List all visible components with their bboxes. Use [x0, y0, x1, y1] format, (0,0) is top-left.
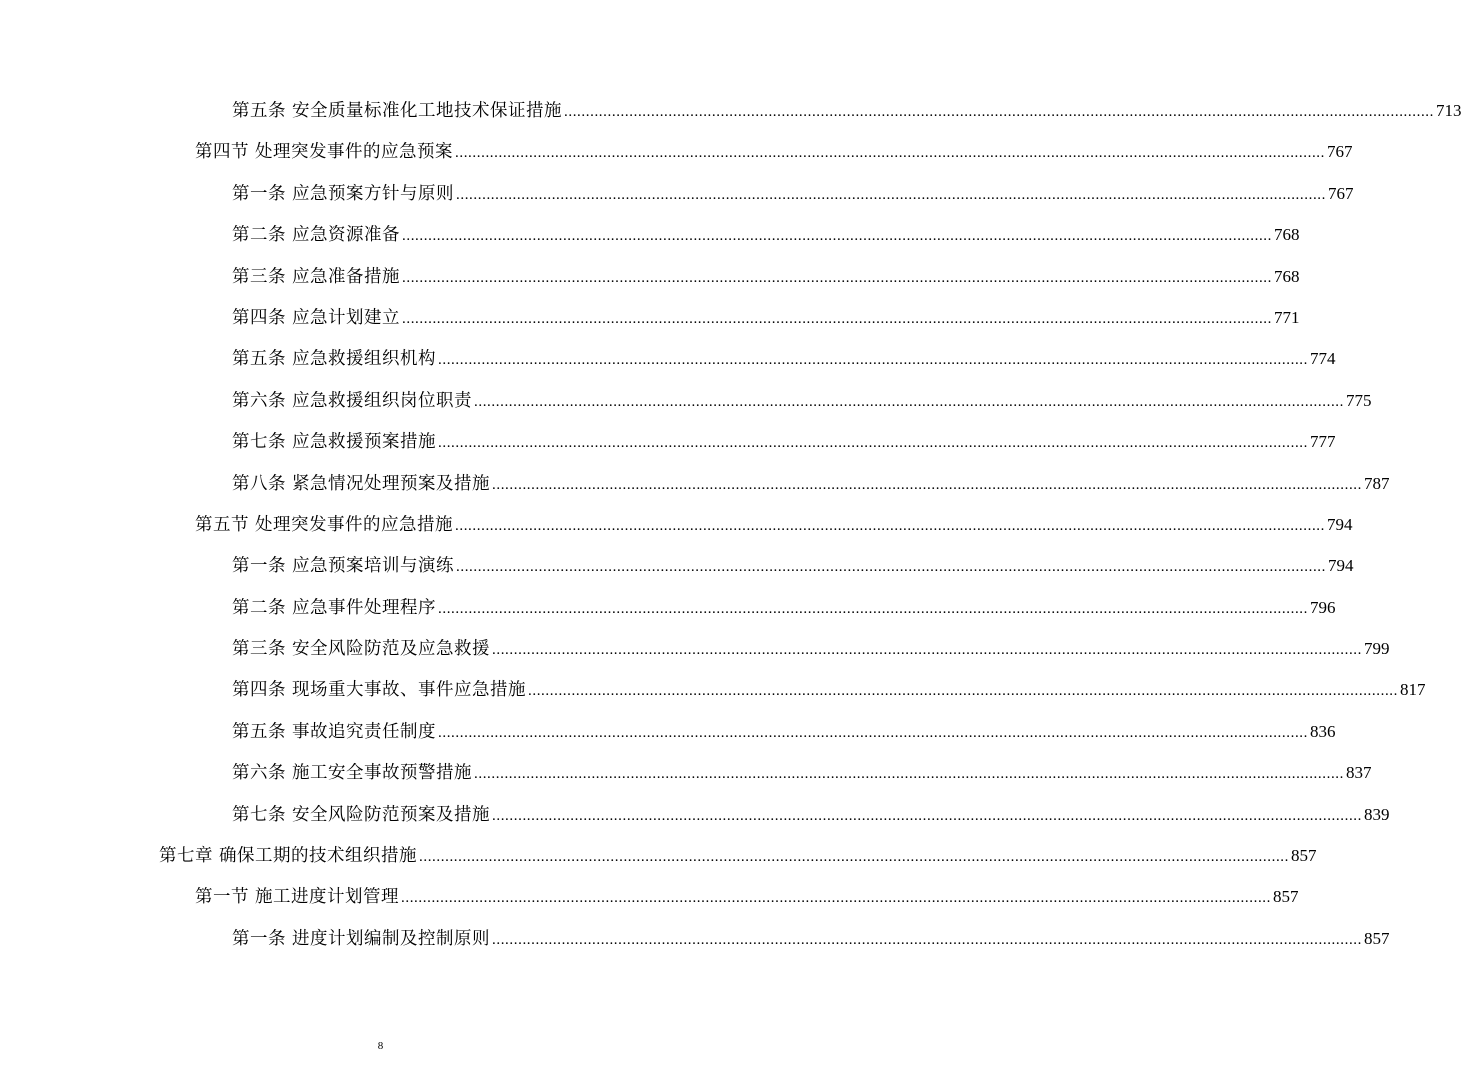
toc-entry-label: 第六条: [232, 763, 286, 784]
toc-dot-leader: ........................................................................................................................................................................................................: [564, 104, 1434, 120]
toc-entry-title: [232, 638, 490, 660]
toc-entry-label: 第二条: [232, 597, 286, 618]
toc-dot-leader: ........................................................................................................................................................................................................: [456, 186, 1326, 203]
toc-entry-label: 第八条: [232, 473, 286, 494]
toc-entry-page: 836: [1310, 721, 1336, 741]
toc-entry-title: [195, 886, 399, 908]
toc-entry-text: 应急事件处理程序: [292, 597, 436, 618]
toc-entry-label: 第四条: [232, 307, 286, 328]
toc-entry-title: [232, 390, 472, 412]
toc-entry-title: [232, 348, 436, 370]
toc-dot-leader: ........................................................................................................................................................................................................: [402, 310, 1272, 327]
toc-entry-page: 817: [1400, 680, 1426, 700]
toc-entry-label: 第五条: [232, 721, 286, 742]
toc-entry-title: [232, 928, 490, 950]
toc-entry-label: 第一条: [232, 556, 286, 577]
toc-entry[interactable]: [0, 798, 1390, 839]
toc-entry-title: [232, 100, 562, 122]
toc-entry-label: 第一条: [232, 928, 286, 949]
toc-dot-leader: ........................................................................................................................................................................................................: [455, 517, 1325, 534]
toc-entry[interactable]: [0, 135, 1353, 176]
toc-entry-page: 787: [1364, 473, 1390, 493]
toc-entry[interactable]: [0, 467, 1390, 508]
toc-dot-leader: ........................................................................................................................................................................................................: [492, 476, 1362, 493]
toc-entry-page: 777: [1310, 432, 1336, 452]
toc-entry-text: 应急计划建立: [292, 307, 400, 328]
toc-entry-text: 应急资源准备: [292, 225, 400, 246]
toc-entry-text: 应急准备措施: [292, 266, 400, 287]
toc-entry-text: 进度计划编制及控制原则: [292, 928, 490, 949]
toc-dot-leader: ........................................................................................................................................................................................................: [455, 145, 1325, 162]
toc-entry-text: 应急救援组织机构: [292, 349, 436, 370]
toc-entry-page: 767: [1327, 142, 1353, 162]
toc-entry-label: 第五节: [195, 514, 249, 535]
toc-entry-label: 第五条: [232, 101, 286, 121]
toc-entry-page: 767: [1328, 183, 1354, 203]
toc-entry-label: 第五条: [232, 349, 286, 370]
toc-entry-text: 施工安全事故预警措施: [292, 763, 472, 784]
toc-entry-label: 第一节: [195, 887, 249, 908]
toc-entry-label: 第六条: [232, 390, 286, 411]
toc-entry-label: 第四节: [195, 142, 249, 163]
toc-entry-title: [232, 266, 400, 288]
toc-entry[interactable]: [0, 94, 1462, 135]
page-number: 8: [377, 1040, 384, 1052]
toc-entry[interactable]: [0, 673, 1426, 714]
toc-entry-text: 紧急情况处理预案及措施: [292, 473, 490, 494]
toc-entry[interactable]: [0, 880, 1299, 921]
toc-entry-page: 794: [1327, 514, 1353, 534]
toc-entry[interactable]: [0, 715, 1336, 756]
toc-entry-title: [195, 141, 453, 163]
toc-entry-label: 第七章: [159, 846, 213, 867]
toc-entry-label: 第一条: [232, 183, 286, 204]
toc-entry-title: [195, 514, 453, 536]
toc-entry-title: [232, 307, 400, 329]
toc-dot-leader: ........................................................................................................................................................................................................: [438, 435, 1308, 452]
toc-dot-leader: ........................................................................................................................................................................................................: [528, 683, 1398, 700]
toc-dot-leader: ........................................................................................................................................................................................................: [492, 642, 1362, 659]
toc-entry-label: 第二条: [232, 225, 286, 246]
toc-entry[interactable]: [0, 922, 1390, 963]
toc-dot-leader: ........................................................................................................................................................................................................: [401, 890, 1271, 907]
toc-dot-leader: ........................................................................................................................................................................................................: [474, 393, 1344, 410]
toc-entry-page: 796: [1310, 597, 1336, 617]
toc-dot-leader: ........................................................................................................................................................................................................: [438, 600, 1308, 617]
toc-entry-text: 现场重大事故、事件应急措施: [292, 680, 526, 701]
toc-entry-title: [159, 845, 417, 867]
toc-entry[interactable]: [0, 756, 1372, 797]
toc-entry-title: [232, 473, 490, 495]
toc-entry-title: [232, 721, 436, 743]
toc-entry-page: 775: [1346, 390, 1372, 410]
table-of-contents: [0, 94, 1462, 963]
toc-dot-leader: ........................................................................................................................................................................................................: [438, 724, 1308, 741]
toc-entry-page: 837: [1346, 763, 1372, 783]
toc-entry-title: [232, 183, 454, 205]
toc-entry-page: 857: [1273, 887, 1299, 907]
toc-entry-text: 安全质量标准化工地技术保证措施: [292, 101, 562, 121]
toc-entry-text: 应急救援预案措施: [292, 432, 436, 453]
toc-entry-title: [232, 597, 436, 619]
toc-entry-title: [232, 679, 526, 701]
toc-entry[interactable]: [0, 591, 1336, 632]
toc-entry-title: [232, 224, 400, 246]
toc-entry-text: 安全风险防范及应急救援: [292, 639, 490, 660]
toc-entry-label: 第四条: [232, 680, 286, 701]
toc-entry-text: 应急救援组织岗位职责: [292, 390, 472, 411]
toc-entry-title: [232, 555, 454, 577]
toc-entry-page: 857: [1291, 846, 1317, 866]
toc-entry-text: 事故追究责任制度: [292, 721, 436, 742]
toc-entry-label: 第七条: [232, 432, 286, 453]
toc-entry-text: 确保工期的技术组织措施: [219, 846, 417, 867]
toc-dot-leader: ........................................................................................................................................................................................................: [474, 766, 1344, 783]
toc-entry-page: 794: [1328, 556, 1354, 576]
toc-dot-leader: ........................................................................................................................................................................................................: [419, 849, 1289, 866]
toc-entry[interactable]: [0, 384, 1372, 425]
toc-entry-page: 768: [1274, 225, 1300, 245]
toc-entry-page: 857: [1364, 928, 1390, 948]
toc-entry-page: 774: [1310, 349, 1336, 369]
toc-entry-text: 安全风险防范预案及措施: [292, 804, 490, 825]
toc-entry-title: [232, 762, 472, 784]
toc-dot-leader: ........................................................................................................................................................................................................: [492, 931, 1362, 948]
toc-entry[interactable]: [0, 508, 1353, 549]
toc-entry[interactable]: [0, 425, 1336, 466]
toc-entry-label: 第七条: [232, 804, 286, 825]
toc-entry[interactable]: [0, 342, 1336, 383]
toc-entry-label: 第三条: [232, 266, 286, 287]
toc-entry-text: 施工进度计划管理: [255, 887, 399, 908]
toc-dot-leader: ........................................................................................................................................................................................................: [402, 269, 1272, 286]
toc-entry-page: 839: [1364, 804, 1390, 824]
toc-entry[interactable]: [0, 177, 1354, 218]
toc-entry[interactable]: [0, 632, 1390, 673]
toc-entry-page: 799: [1364, 639, 1390, 659]
toc-entry-page: 768: [1274, 266, 1300, 286]
toc-entry-page: 771: [1274, 307, 1300, 327]
toc-entry-page: 713: [1436, 101, 1462, 120]
toc-entry-title: [232, 431, 436, 453]
toc-entry[interactable]: [0, 549, 1354, 590]
toc-dot-leader: ........................................................................................................................................................................................................: [492, 807, 1362, 824]
toc-dot-leader: ........................................................................................................................................................................................................: [438, 352, 1308, 369]
toc-entry-text: 处理突发事件的应急预案: [255, 142, 453, 163]
toc-dot-leader: ........................................................................................................................................................................................................: [402, 228, 1272, 245]
toc-entry[interactable]: [0, 839, 1317, 880]
toc-entry-text: 应急预案方针与原则: [292, 183, 454, 204]
toc-entry-text: 处理突发事件的应急措施: [255, 514, 453, 535]
toc-entry[interactable]: [0, 301, 1300, 342]
toc-dot-leader: ........................................................................................................................................................................................................: [456, 559, 1326, 576]
toc-entry[interactable]: [0, 260, 1300, 301]
toc-entry-title: [232, 804, 490, 826]
toc-entry-label: 第三条: [232, 639, 286, 660]
toc-entry-text: 应急预案培训与演练: [292, 556, 454, 577]
toc-entry[interactable]: [0, 218, 1300, 259]
